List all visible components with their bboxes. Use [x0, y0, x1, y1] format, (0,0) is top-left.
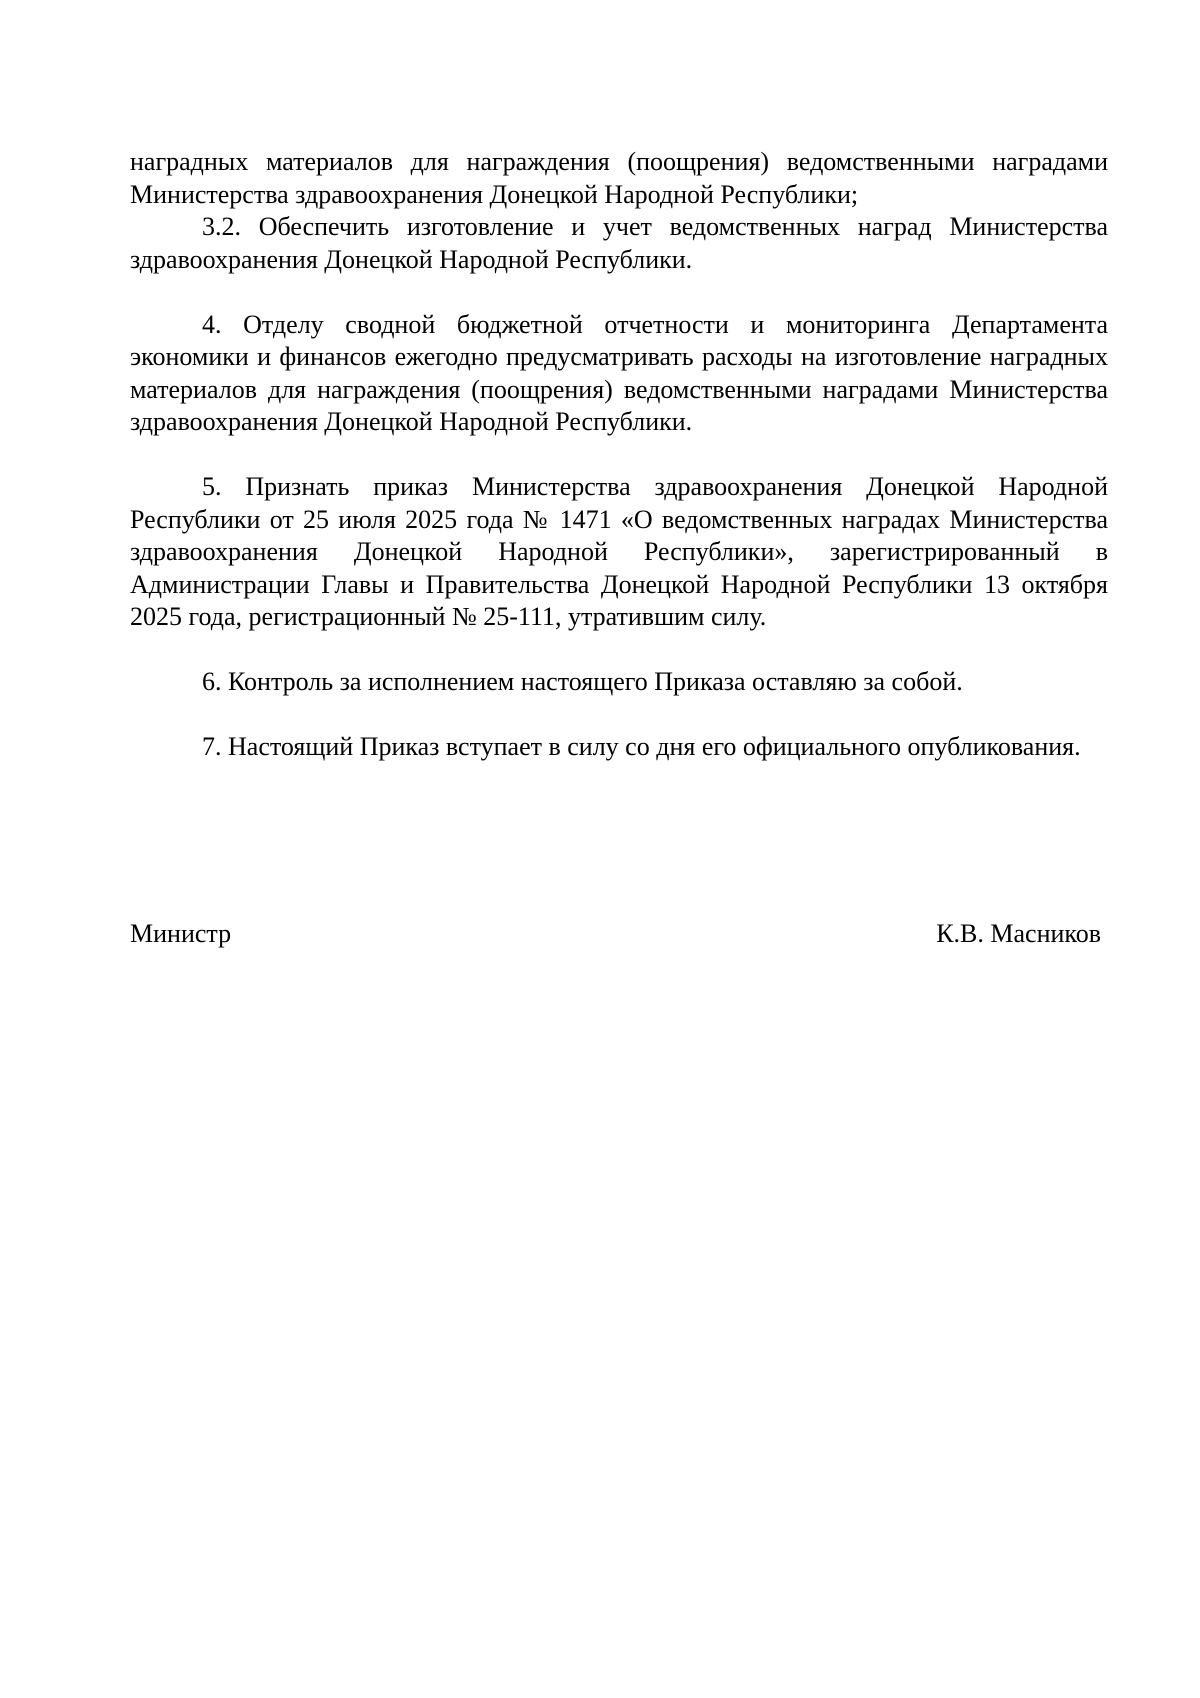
signatory-position: Министр [130, 919, 232, 948]
signatory-name: К.В. Масников [936, 919, 1101, 948]
paragraph-3-1-continuation: наградных материалов для награждения (поощрения) ведомственными наградами Министерства здравоохранения Донецкой Народной Республики; [130, 147, 1108, 209]
paragraph-6: 6. Контроль за исполнением настоящего Приказа оставляю за собой. [202, 667, 963, 696]
paragraph-5: 5. Признать приказ Министерства здравоохранения Донецкой Народной Республики от 25 июля 2025 года № 1471 «О ведомственных наградах Министерства здравоохранения Донецкой Народной Республики», зарегистрированный в Администрации Главы и Правительства Донецкой Народной Республики 13 октября 2025 года, регистрационный № 25-111, утратившим силу. [130, 472, 1108, 631]
paragraph-3-2: 3.2. Обеспечить изготовление и учет ведомственных наград Министерства здравоохранения Донецкой Народной Республики. [130, 212, 1108, 274]
document-body [130, 146, 1108, 764]
paragraph-7: 7. Настоящий Приказ вступает в силу со дня его официального опубликования. [202, 732, 1081, 761]
paragraph-4: 4. Отделу сводной бюджетной отчетности и мониторинга Департамента экономики и финансов ежегодно предусматривать расходы на изготовление наградных материалов для награждения (поощрения) ведомственными наградами Министерства здравоохранения Донецкой Народной Республики. [130, 309, 1108, 436]
signature-block [130, 918, 1101, 951]
